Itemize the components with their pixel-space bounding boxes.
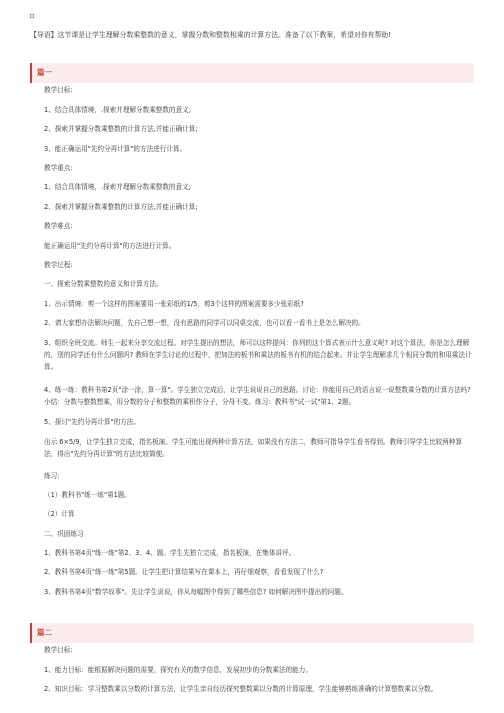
paragraph: 3、能正确运用"先约分再计算"的方法进行计算。 [44,145,187,153]
paragraph: 1、能力目标：能根据解决问题的需要，探究有关的数学信息，发展初步的分数乘法的能力。 [44,666,312,674]
paragraph: 3、教科书第4页"数学故事"。先让学生说说，你从每幅图中得到了哪些信息? 如何解决图中提出的问题。 [44,588,348,596]
paragraph: 出示 6×5/9，让学生独立完成，指名板演。学生可能出现两种计算方法，如果没有方法二，教师可指导学生看书得到。教师引导学生比较两种算法，得出"先约分再计算"的方法比较简便。 [44,438,463,458]
paragraph: 能正确运用"先约分再计算"的方法进行计算。 [44,242,176,250]
section-header-accent [30,63,32,83]
section-header-accent [30,623,32,643]
section-title-2: 篇二 [37,628,52,637]
paragraph: 二、巩固练习 [44,530,84,538]
paragraph: 教学难点: [44,222,73,230]
paragraph: 1、结合具体情境，.探索并理解分数乘整数的意义; [44,183,191,191]
paragraph: （2）计算 [44,510,75,518]
paragraph: 2、请大家想办法解决问题，先自己想一想，没有思路的同学可以同桌交流，也可以看一看书上是怎么解决的。 [44,319,365,327]
paragraph: 2、探索并掌握分数乘整数的计算方法,并能正确计算; [44,125,198,133]
paragraph: 教学目标: [44,86,73,94]
paragraph: 教学目标: [44,646,73,654]
page-marker [30,14,34,18]
section-header-1 [30,63,474,83]
paragraph: 3、组织全班交流。师生一起来分享交流过程。对学生提出的想法，师可以这样提问：你列的这个算式表示什么意义呢? 对这个算法，你是怎么理解的，别的同学还有什么问题吗? 教师在学生讨论的过程中，把加法的板书和乘法的板书有机的结合起来。并让学生理解求几个相同分数的和用乘法计算。 [44,339,472,371]
paragraph: 1、出示情境：剪一个这样的图案要用一张彩纸的1/5，剪3个这样的图案需要多少张彩纸? [44,300,304,308]
paragraph: 1、教科书第4页"练一练"第2、3、4、题。学生先独立完成，指名板演，在集体讲评。 [44,549,296,557]
paragraph: 教学重点: [44,164,73,172]
paragraph: 1、结合具体情境，.探索并理解分数乘整数的意义; [44,106,191,114]
paragraph: 一、探索分数乘整数的意义和计算方法。 [44,280,163,288]
intro-text: 【导语】这节课是让学生理解分数乘整数的意义，掌握分数和整数相乘的计算方法。准备了以下教案，希望对你有帮助! [30,31,392,39]
paragraph: 2、教科书第4页"练一练"第5题。让学生把计算结果写在课本上，再仔细观察，看看发现了什么? [44,568,324,576]
paragraph: 2、探索并掌握分数乘整数的计算方法,并能正确计算; [44,203,198,211]
paragraph: 教学过程: [44,261,73,269]
paragraph: 2、知识目标：学习整数乘以分数的计算方法，让学生亲自经历探究整数乘以分数的计算原理，学生能够熟练准确的计算整数乘以分数。 [44,685,438,693]
paragraph: 5、探讨"先约分再计算"的方法。 [44,418,140,426]
section-header-2 [30,623,474,643]
paragraph: 练习: [44,472,60,480]
paragraph: （1）教科书"练一练"第1题。 [44,491,131,499]
section-title-1: 篇一 [37,68,52,77]
paragraph: 4、练一练：教科书第2页"涂一涂，算一算"。学生独立完成后，让学生说说自己的思路。讨论：你能用自己的语言说一说整数乘分数的计算方法吗? 小结：分数与整数想乘，用分数的分子和整数的乘积作分子，分母不变。练习：教科书"试一试"第1、2题。 [44,386,471,406]
